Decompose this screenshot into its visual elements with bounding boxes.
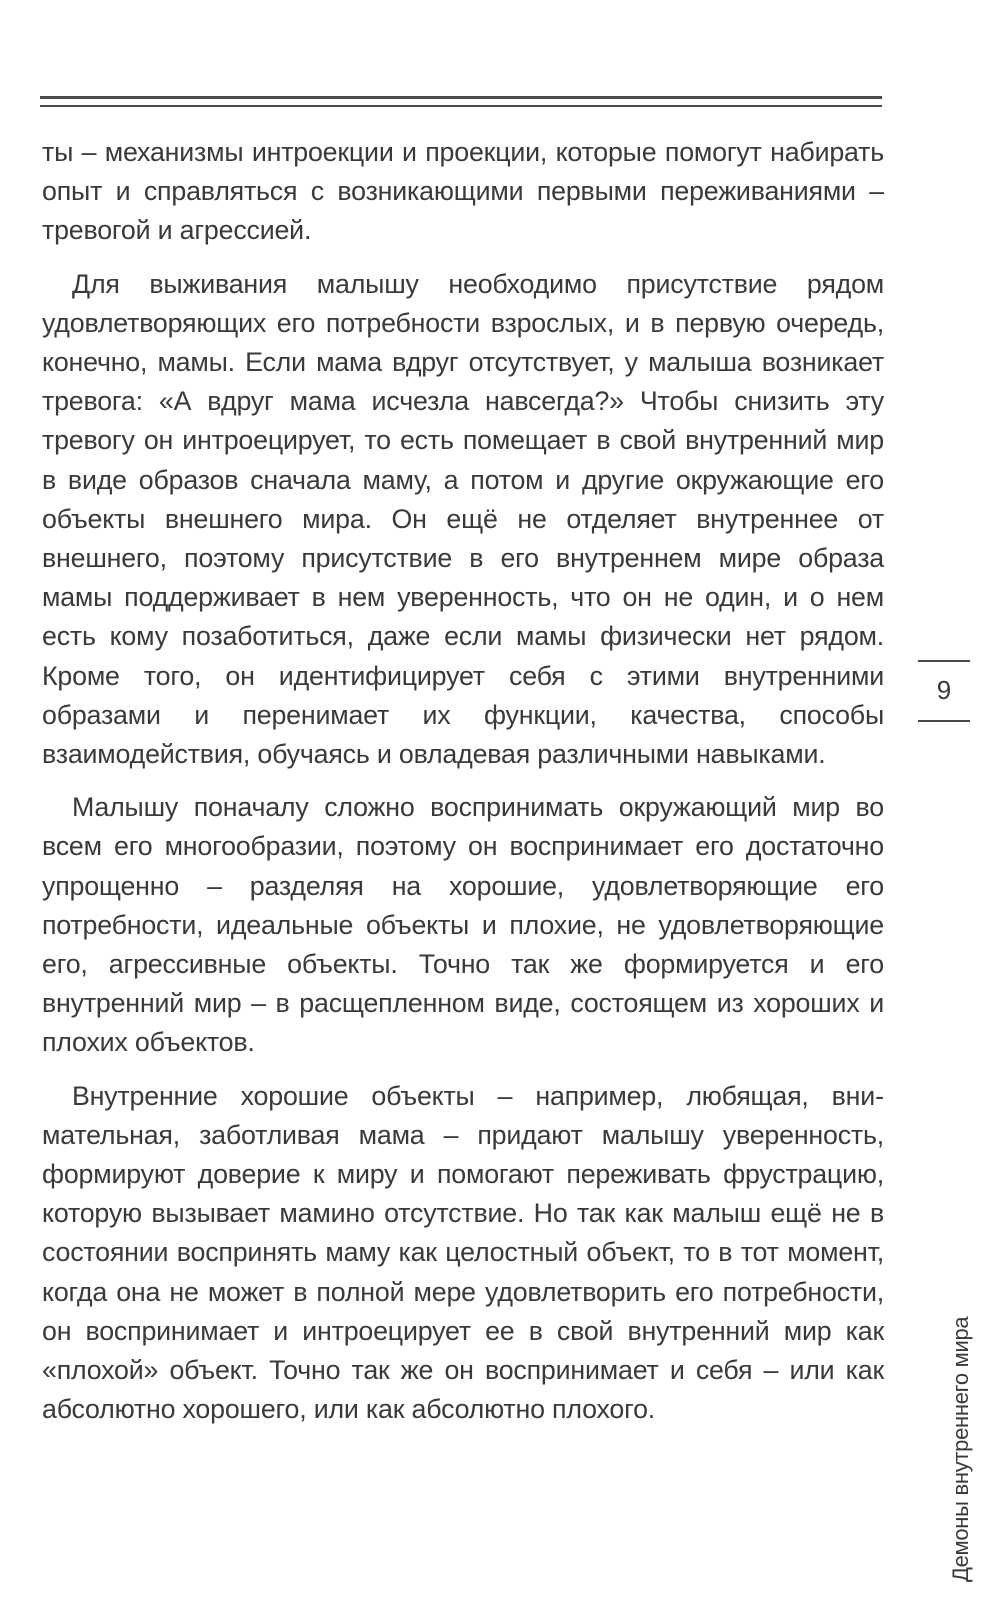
paragraph-3: Малышу поначалу сложно воспринимать окружающий мир во всем его многообразии, поэтому он воспринимает его достаточно упрощенно – разделяя на хорошие, удовлетворяющие его потребности, идеальные объекты и плохие, не удовлетворяющие его, агрессивные объекты. Точно так же формируется и его внутренний мир – в расщепленном виде, состоящем из хороших и плохих объектов. [42, 792, 884, 1058]
paragraph-4: Внутренние хорошие объекты – например, любящая, внимательная, заботливая мама – придают малышу уверенность, формируют доверие к миру и помогают переживать фрустрацию, которую вызывает мамино отсутствие. Но так как малыш ещё не в состоянии воспринять маму как целостный объект, то в тот момент, когда она не может в полной мере удовлетворить его потребности, он воспринимает и интроецирует ее в свой внутренний мир как «плохой» объект. Точно так же он воспринимает и себя – или как абсолютно хорошего, или как абсолютно плохого. [42, 1080, 884, 1425]
paragraph-1: ты – механизмы интроекции и проекции, которые помогут набирать опыт и справляться с возникающими первыми переживаниями – тревогой и агрессией. [42, 137, 884, 246]
page-number: 9 [936, 675, 952, 705]
paragraph-2: Для выживания малышу необходимо присутствие рядом удовлетворяющих его потребности взрослых, и в первую очередь, конечно, мамы. Если мама вдруг отсутствует, у малыша возникает тревога: «А вдруг мама исчезла навсегда?» Чтобы снизить эту тревогу он интроецирует, то есть помещает в свой внутренний мир в виде образов сначала маму, а потом и другие окружающие его объекты внешнего мира. Он ещё не отделяет внутреннее от внешнего, поэтому присутствие в его внутреннем мире образа мамы поддерживает в нем уверенность, что он не один, и о нем есть кому позаботиться, даже если мамы физически нет рядом. Кроме того, он идентифицирует себя с этими внутренними образами и перенимает их функции, качества, способы взаимодействия, обучаясь и овладевая различными навыками. [42, 268, 884, 770]
header-rule-thick [40, 96, 882, 99]
header-rule-thin [40, 105, 882, 107]
body-text [42, 133, 884, 1444]
page-number-block [918, 660, 970, 722]
page-number-rule-bottom [918, 720, 970, 722]
header-double-rule [40, 96, 882, 107]
running-title: Демоны внутреннего мира [948, 1316, 973, 1582]
